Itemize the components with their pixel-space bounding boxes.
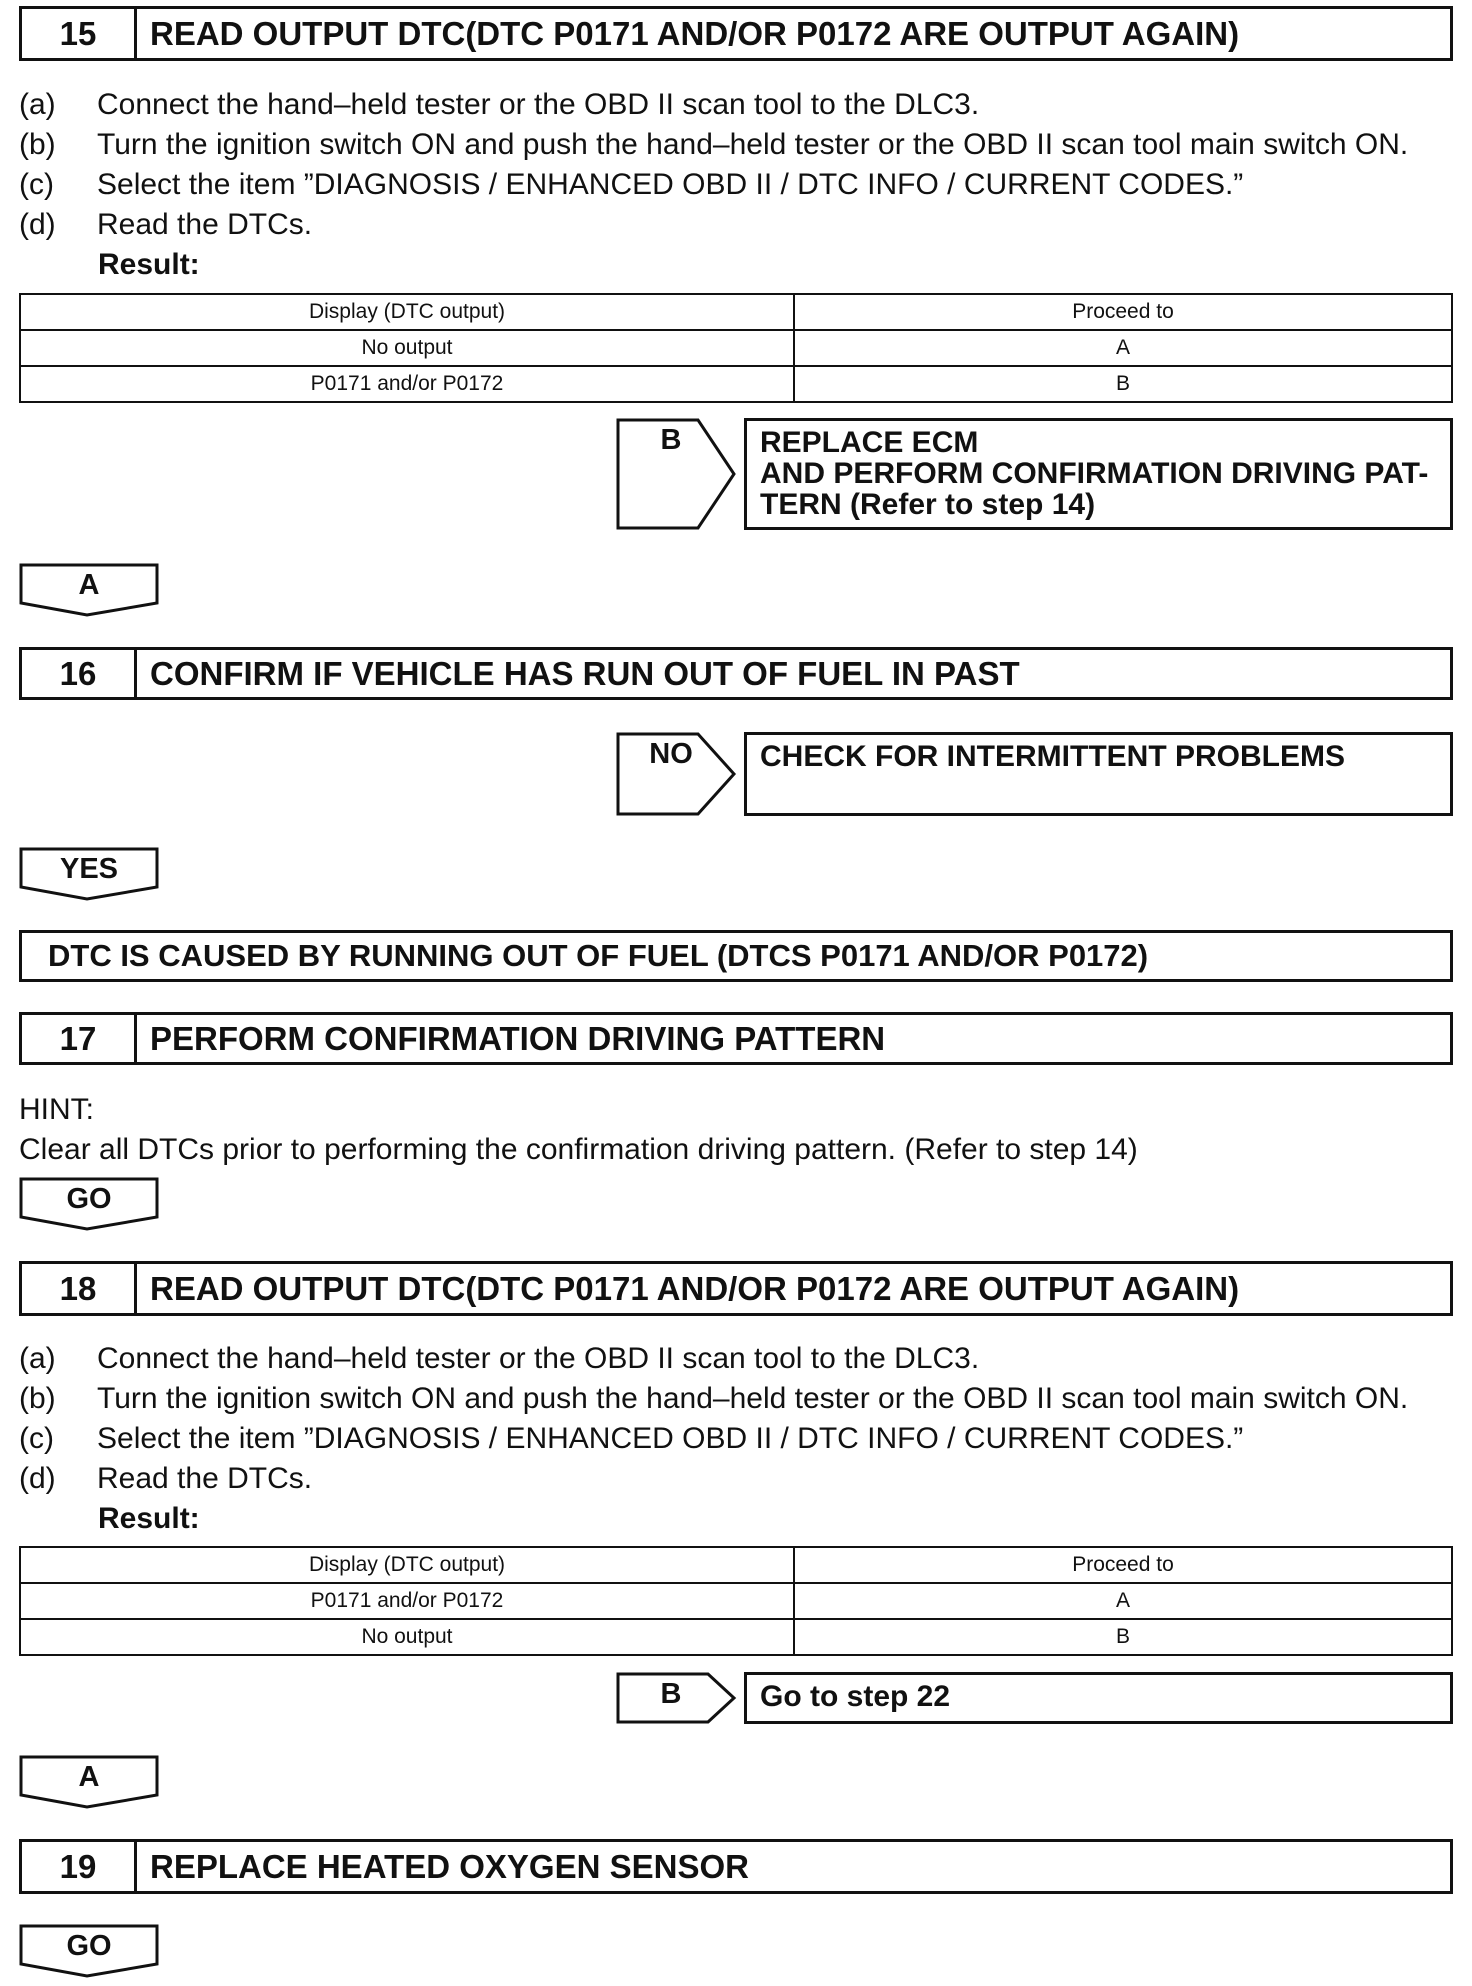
step-title: READ OUTPUT DTC(DTC P0171 AND/OR P0172 ARE OUTPUT AGAIN) [150,14,1240,52]
branch-tab-label: B [660,1678,682,1710]
step-title: REPLACE HEATED OXYGEN SENSOR [150,1847,749,1885]
step-18-header [19,1261,1453,1316]
step-title: READ OUTPUT DTC(DTC P0171 AND/OR P0172 ARE OUTPUT AGAIN) [150,1269,1240,1307]
table-header-row [20,1547,1452,1583]
table-cell: A [794,330,1452,366]
continue-tab-yes[interactable] [19,847,159,901]
branch-b-tab[interactable] [616,418,738,530]
step-number: 17 [22,1015,137,1062]
branch-text-line: Go to step 22 [760,1680,951,1713]
result-table [19,293,1453,403]
step-title: CONFIRM IF VEHICLE HAS RUN OUT OF FUEL IN PAST [150,654,1020,692]
table-row [20,1583,1452,1619]
table-cell: A [794,1583,1452,1619]
table-row [20,330,1452,366]
continue-tab-go[interactable] [19,1177,159,1231]
table-header: Display (DTC output) [20,294,794,330]
branch-text-line: CHECK FOR INTERMITTENT PROBLEMS [760,740,1345,773]
branch-tab-label: B [660,424,682,456]
branch-text-line: AND PERFORM CONFIRMATION DRIVING PAT- [760,457,1429,490]
continue-tab-label: GO [66,1930,112,1962]
table-header-row [20,294,1452,330]
result-label: Result: [98,1502,200,1535]
branch-text-line: REPLACE ECM [760,426,979,459]
continue-tab-label: GO [66,1183,112,1215]
branch-tab-label: NO [649,738,693,770]
step-number: 16 [22,650,137,697]
table-cell: B [794,366,1452,402]
step-number: 19 [22,1842,137,1891]
branch-no-tab[interactable] [616,732,738,816]
conclusion-banner: DTC IS CAUSED BY RUNNING OUT OF FUEL (DTCS P0171 AND/OR P0172) [19,930,1453,982]
table-row [20,1619,1452,1655]
continue-tab-a[interactable] [19,563,159,617]
continue-tab-label: A [78,569,100,601]
step-15-header [19,6,1453,61]
branch-no-result [744,732,1453,816]
branch-b-tab[interactable] [616,1672,738,1724]
table-cell: No output [20,1619,794,1655]
table-cell: B [794,1619,1452,1655]
table-header: Display (DTC output) [20,1547,794,1583]
branch-b-result [744,418,1453,530]
branch-text-line: TERN (Refer to step 14) [760,488,1096,521]
hint-label: HINT: [19,1093,94,1126]
table-header: Proceed to [794,294,1452,330]
table-row [20,366,1452,402]
table-cell: P0171 and/or P0172 [20,1583,794,1619]
step-title: PERFORM CONFIRMATION DRIVING PATTERN [150,1019,886,1057]
step-16-header [19,647,1453,700]
step-19-header [19,1839,1453,1894]
table-cell: P0171 and/or P0172 [20,366,794,402]
continue-tab-a[interactable] [19,1755,159,1809]
step-number: 15 [22,9,137,58]
step-17-header [19,1012,1453,1065]
hint-text: Clear all DTCs prior to performing the confirmation driving pattern. (Refer to step 14) [19,1133,1138,1166]
table-header: Proceed to [794,1547,1452,1583]
result-table [19,1546,1453,1656]
continue-tab-label: A [78,1761,100,1793]
table-cell: No output [20,330,794,366]
step-number: 18 [22,1264,137,1313]
continue-tab-label: YES [59,853,119,885]
continue-tab-go[interactable] [19,1924,159,1978]
branch-b-result [744,1672,1453,1724]
result-label: Result: [98,248,200,281]
